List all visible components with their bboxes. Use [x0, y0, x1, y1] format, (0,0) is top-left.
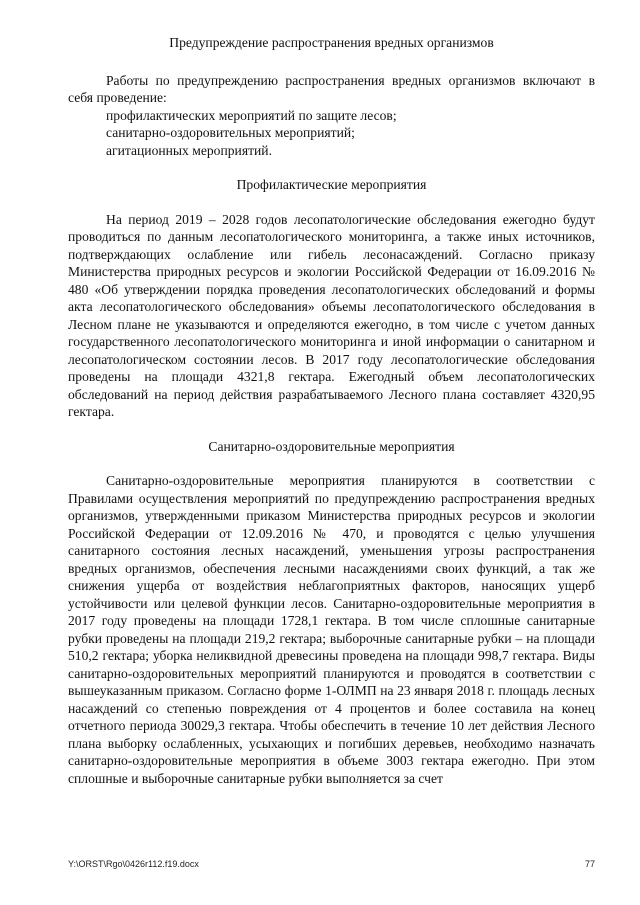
prophylactic-paragraph: На период 2019 – 2028 годов лесопатологические обследования ежегодно будут проводиться по данным лесопатологического мониторинга, а также иных источников, подтверждающих ослабление или гибель лесонасаждений. Согласно приказу Министерства природных ресурсов и экологии Российской Федерации от 16.09.2016 № 480 «Об утверждении порядка проведения лесопатологических обследований и формы акта лесопатологического обследования» объемы лесопатологического обследования в Лесном плане не указываются и определяются ежегодно, в том числе с учетом данных государственного лесопатологического мониторинга и иной информации о санитарном и лесопатологическом состоянии лесов. В 2017 году лесопатологические обследования проведены на площади 4321,8 гектара. Ежегодный объем лесопатологических обследований на период действия разрабатываемого Лесного плана составляет 4320,95 гектара.: [68, 211, 595, 419]
section-title-prophylactic: Профилактические мероприятия: [236, 177, 427, 192]
list-item-agitation: агитационных мероприятий.: [106, 142, 272, 158]
list-item-sanitary: санитарно-оздоровительных мероприятий;: [106, 125, 355, 140]
section-title-sanitary: Санитарно-оздоровительные мероприятия: [208, 438, 455, 454]
intro-paragraph: Работы по предупреждению распространения вредных организмов включают в себя проведение:: [68, 72, 595, 105]
section-title-pest-prevention: Предупреждение распространения вредных организмов: [169, 35, 494, 50]
list-item-prophylactic: профилактических мероприятий по защите лесов;: [106, 107, 397, 123]
footer-file-path: Y:\ORST\Rgo\0426r112.f19.docx: [68, 859, 199, 869]
page-footer: [68, 856, 595, 874]
sanitary-paragraph: Санитарно-оздоровительные мероприятия планируются в соответствии с Правилами осуществления мероприятий по предупреждению распространения вредных организмов, утвержденными приказом Министерства природных ресурсов и экологии Российской Федерации от 12.09.2016 № 470, и проводятся с целью улучшения санитарного состояния лесных насаждений, уменьшения угрозы распространения вредных организмов, обеспечения лесными насаждениями своих функций, а так же снижения ущерба от воздействия неблагоприятных факторов, наносящих ущерб устойчивости или целевой функции лесов. Санитарно-оздоровительные мероприятия в 2017 году проведены на площади 1728,1 гектара. В том числе сплошные санитарные рубки проведены на площади 219,2 гектара; выборочные санитарные рубки – на площади 510,2 гектара; уборка неликвидной древесины проведена на площади 998,7 гектара. Виды санитарно-оздоровительных мероприятий планируются и проводятся в соответствии с вышеуказанным приказом. Согласно форме 1-ОЛМП на 23 января 2018 г. площадь лесных насаждений со степенью повреждения от 4 процентов и более составила на конец отчетного периода 30029,3 гектара. Чтобы обеспечить в течение 10 лет действия Лесного плана выборку ослабленных, усыхающих и погибших деревьев, необходимо назначать санитарно-оздоровительные мероприятия в объеме 3003 гектара ежегодно. При этом сплошные и выборочные санитарные рубки выполняется за счет: [68, 473, 595, 786]
document-body: [68, 34, 595, 787]
page-number: 77: [584, 859, 595, 869]
